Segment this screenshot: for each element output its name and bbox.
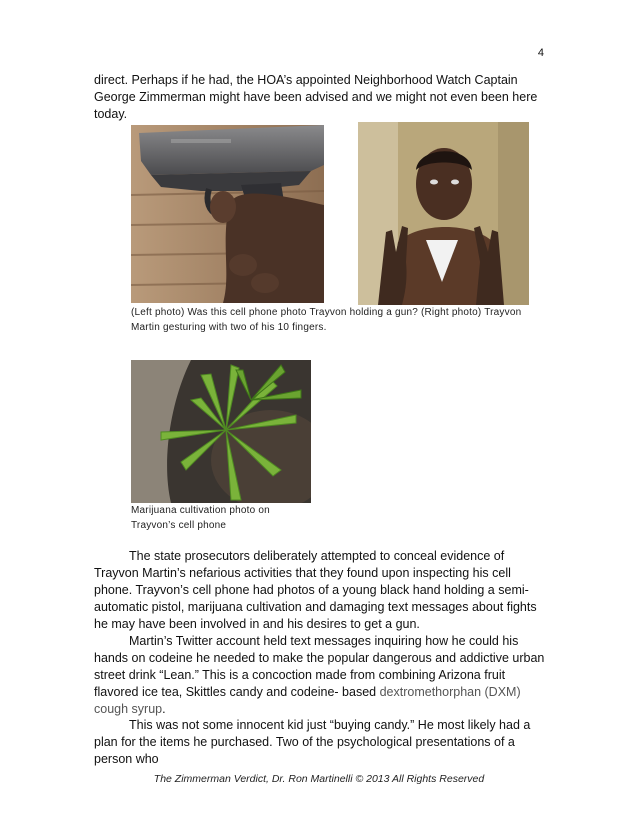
- intro-paragraph: direct. Perhaps if he had, the HOA’s appointed Neighborhood Watch Captain George Zimmerman might have been advised and we might not even been here today.: [94, 73, 538, 121]
- cannabis-plant-image: [131, 360, 311, 503]
- paragraph-innocent: This was not some innocent kid just “buying candy.” He most likely had a plan for the items he purchased. Two of the psychological presentations of a person who: [94, 718, 531, 766]
- page-number: 4: [537, 47, 544, 59]
- dxm-cough-syrup-text: dextromethorphan (DXM) cough syrup: [94, 685, 521, 716]
- paragraph-twitter-end: .: [162, 702, 166, 716]
- paragraph-twitter-text: Martin’s Twitter account held text messages inquiring how he could his hands on codeine he needed to make the popular dangerous and addictive urban street drink “Lean.” This is a concoction made from combining Arizona fruit flavored ice tea, Skittles candy and codeine- based: [94, 634, 545, 699]
- paragraph-prosecutors: The state prosecutors deliberately attempted to conceal evidence of Trayvon Martin’s nefarious activities that they found upon inspecting his cell phone. Trayvon’s cell phone had photos of a young black hand holding a semi-automatic pistol, marijuana cultivation and damaging text messages about fights he may have been involved in and his desires to get a gun.: [94, 549, 537, 631]
- photo-caption-2: [131, 503, 270, 533]
- caption-2-line-2: Trayvon’s cell phone: [131, 520, 227, 531]
- page-footer: The Zimmerman Verdict, Dr. Ron Martinelli © 2013 All Rights Reserved: [153, 773, 485, 785]
- plant-photo: [131, 360, 311, 503]
- person-gesturing-image: [358, 122, 529, 305]
- person-photo: [358, 122, 529, 305]
- gun-photo: [131, 125, 324, 303]
- paragraph-twitter: [94, 633, 550, 718]
- photo-caption-1: (Left photo) Was this cell phone photo Trayvon holding a gun? (Right photo) Trayvon Martin gesturing with two of his 10 fingers.: [131, 307, 522, 333]
- caption-2-line-1: Marijuana cultivation photo on: [131, 505, 270, 516]
- handgun-image: [131, 125, 324, 303]
